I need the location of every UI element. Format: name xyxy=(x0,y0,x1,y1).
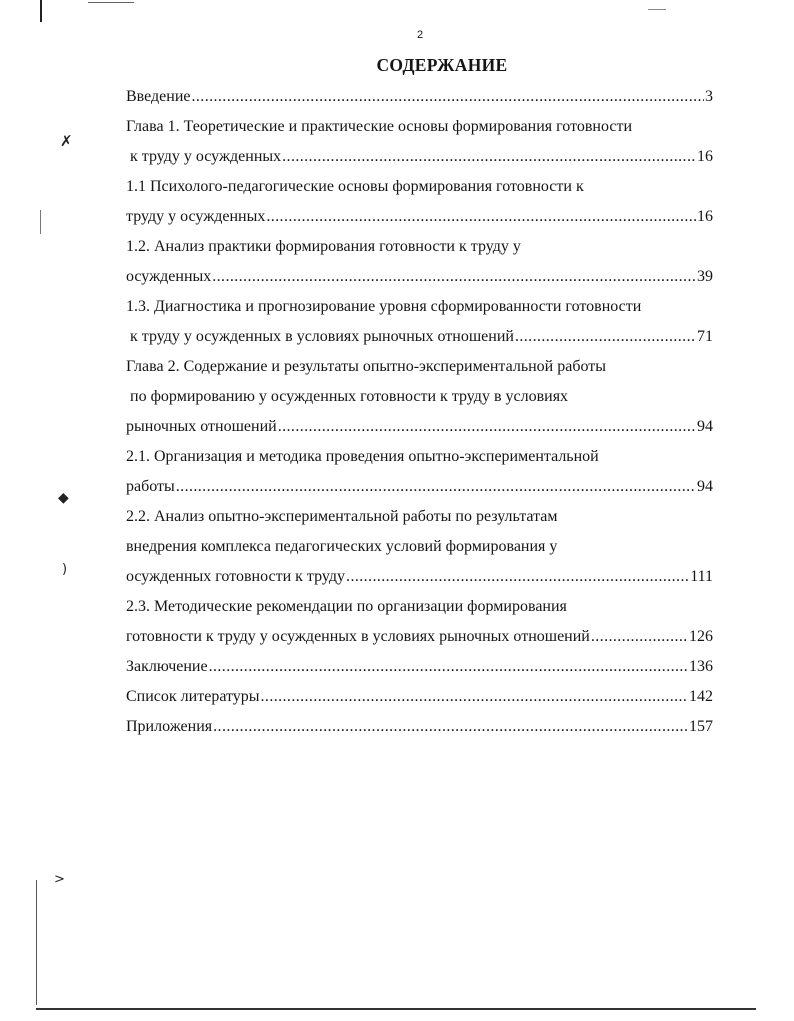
leader-dots xyxy=(261,685,688,709)
toc-entry-text: осужденных готовности к труду xyxy=(126,568,346,585)
toc-entry-text: осужденных xyxy=(126,268,212,285)
toc-entry-page: 126 xyxy=(689,628,713,645)
toc-entry-s23-heading[interactable] xyxy=(126,595,713,625)
scan-edge-line-top xyxy=(40,0,42,22)
toc-entry-page: 39 xyxy=(697,268,713,285)
toc-entry-text: Приложения xyxy=(126,718,213,735)
toc-entry-s22[interactable] xyxy=(126,565,713,595)
toc-entry-ch1-heading[interactable] xyxy=(126,115,713,145)
scan-edge-line-bottom xyxy=(36,1008,756,1010)
toc-entry-s13[interactable] xyxy=(126,325,713,355)
toc-entry-s22-heading-cont[interactable] xyxy=(126,535,713,565)
toc-entry-ch2-heading[interactable] xyxy=(126,355,713,385)
toc-entry-text: готовности к труду у осужденных в условиях рыночных отношений xyxy=(126,628,590,645)
toc-entry-text: по формированию у осужденных готовности к труду в условиях xyxy=(130,388,569,405)
toc-entry-text: работы xyxy=(126,478,175,495)
toc-entry-text: труду у осужденных xyxy=(126,208,266,225)
scan-edge-line-left-bottom xyxy=(36,880,37,1005)
toc-entry-text: Заключение xyxy=(126,658,208,675)
scan-mark-paren: ) xyxy=(62,562,68,577)
toc-entry-text: Глава 2. Содержание и результаты опытно-экспериментальной работы xyxy=(126,358,607,375)
leader-dots xyxy=(282,145,696,169)
scan-edge-line-right-top xyxy=(648,9,666,10)
toc-entry-conclusion[interactable] xyxy=(126,655,713,685)
toc-entry-ch2-heading-cont[interactable] xyxy=(126,385,713,415)
toc-entry-s22-heading[interactable] xyxy=(126,505,713,535)
toc-entry-text: 1.1 Психолого-педагогические основы формирования готовности к xyxy=(126,178,584,195)
toc-entry-s11-heading[interactable] xyxy=(126,175,713,205)
toc-entry-text: Список литературы xyxy=(126,688,260,705)
toc-entry-page: 3 xyxy=(705,88,713,105)
toc-entry-page: 94 xyxy=(697,478,713,495)
leader-dots xyxy=(515,325,696,349)
leader-dots xyxy=(213,715,688,739)
toc-entry-page: 111 xyxy=(690,568,713,585)
toc-entry-page: 157 xyxy=(689,718,713,735)
leader-dots xyxy=(192,85,705,109)
leader-dots xyxy=(209,655,688,679)
toc-entry-s21[interactable] xyxy=(126,475,713,505)
leader-dots xyxy=(176,475,696,499)
leader-dots xyxy=(346,565,689,589)
scan-mark-arrow-bottom: > xyxy=(54,872,65,887)
toc-entry-text: Введение xyxy=(126,88,191,105)
toc-entry-page: 94 xyxy=(697,418,713,435)
toc-entry-references[interactable] xyxy=(126,685,713,715)
toc-entry-s21-heading[interactable] xyxy=(126,445,713,475)
toc-entry-text: к труду у осужденных в условиях рыночных отношений xyxy=(130,328,514,345)
leader-dots xyxy=(266,205,696,229)
toc-entry-text: к труду у осужденных xyxy=(130,148,282,165)
leader-dots xyxy=(278,415,696,439)
toc-entry-page: 16 xyxy=(697,208,713,225)
toc-entry-text: 2.2. Анализ опытно-экспериментальной работы по результатам xyxy=(126,508,558,525)
toc-entry-ch2[interactable] xyxy=(126,415,713,445)
toc-entry-page: 16 xyxy=(697,148,713,165)
toc-entry-text: 1.3. Диагностика и прогнозирование уровня сформированности готовности xyxy=(126,298,642,315)
toc-entry-text: внедрения комплекса педагогических условий формирования у xyxy=(126,538,558,555)
toc-entry-s12[interactable] xyxy=(126,265,713,295)
toc-entry-page: 142 xyxy=(689,688,713,705)
toc-entry-s12-heading[interactable] xyxy=(126,235,713,265)
toc-entry-page: 136 xyxy=(689,658,713,675)
toc-entry-s11[interactable] xyxy=(126,205,713,235)
scan-edge-line-top-right xyxy=(88,2,134,3)
toc-entry-text: 2.1. Организация и методика проведения опытно-экспериментальной xyxy=(126,448,599,465)
page-number: 2 xyxy=(416,29,424,41)
toc-entry-intro[interactable] xyxy=(126,85,713,115)
leader-dots xyxy=(212,265,696,289)
toc-entry-text: 2.3. Методические рекомендации по организации формирования xyxy=(126,598,567,615)
toc-entry-ch1[interactable] xyxy=(126,145,713,175)
toc-title: СОДЕРЖАНИЕ xyxy=(376,55,508,75)
toc-entry-page: 71 xyxy=(697,328,713,345)
toc-entry-text: рыночных отношений xyxy=(126,418,277,435)
toc-entry-text: Глава 1. Теоретические и практические основы формирования готовности xyxy=(126,118,633,135)
scan-mark-arrow-top: ✗ xyxy=(60,132,73,150)
scan-edge-line-left xyxy=(40,210,41,234)
toc-entry-appendices[interactable] xyxy=(126,715,713,745)
toc-entry-s13-heading[interactable] xyxy=(126,295,713,325)
scan-mark-blob: ◆ xyxy=(58,490,69,506)
toc-entry-s23[interactable] xyxy=(126,625,713,655)
leader-dots xyxy=(591,625,688,649)
toc-entry-text: 1.2. Анализ практики формирования готовности к труду у xyxy=(126,238,521,255)
table-of-contents xyxy=(126,85,713,745)
